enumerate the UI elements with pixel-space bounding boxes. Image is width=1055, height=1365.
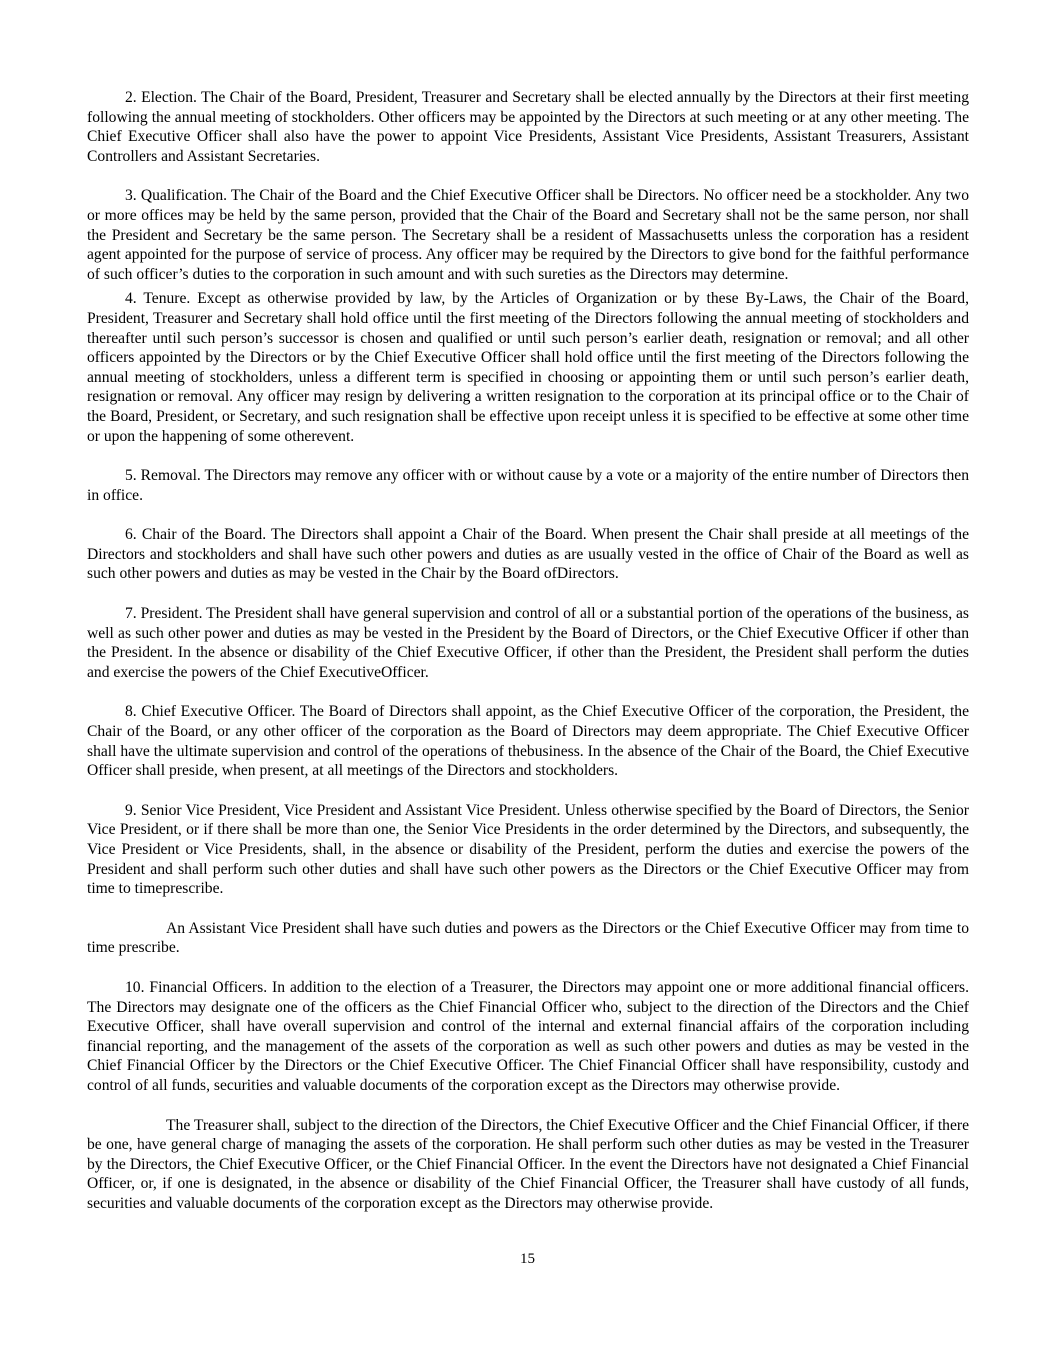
paragraph-removal: 5. Removal. The Directors may remove any officer with or without cause by a vote or a majority of the entire number of Directors then in office. [87, 467, 969, 504]
paragraph-chair-of-board: 6. Chair of the Board. The Directors shall appoint a Chair of the Board. When present the Chair shall preside at all meetings of the Directors and stockholders and shall have such other powers and duties as are usually vested in the office of Chair of the Board as well as such other powers and duties as may be vested in the Chair by the Board ofDirectors. [87, 526, 969, 583]
paragraph-president: 7. President. The President shall have general supervision and control of all or a substantial portion of the operations of the business, as well as such other power and duties as may be vested in the President by the Board of Directors, or the Chief Executive Officer if other than the President. In the absence or disability of the Chief Executive Officer, if other than the President, the President shall perform the duties and exercise the powers of the Chief ExecutiveOfficer. [87, 605, 969, 681]
paragraph-chief-executive-officer: 8. Chief Executive Officer. The Board of Directors shall appoint, as the Chief Executive Officer of the corporation, the President, the Chair of the Board, or any other officer of the corporation as the Board of Directors may deem appropriate. The Chief Executive Officer shall have the ultimate supervision and control of the operations of thebusiness. In the absence of the Chair of the Board, the Chief Executive Officer shall preside, when present, at all meetings of the Directors and stockholders. [87, 703, 969, 780]
paragraph-tenure: 4. Tenure. Except as otherwise provided by law, by the Articles of Organization or by these By-Laws, the Chair of the Board, President, Treasurer and Secretary shall hold office until the first meeting of the Directors following the annual meeting of stockholders and thereafter until such person’s successor is chosen and qualified or until such person’s earlier death, resignation or removal; and all other officers appointed by the Directors or by the Chief Executive Officer shall hold office until the first meeting of the Directors following the annual meeting of stockholders, unless a different term is specified in choosing or appointing them or until such person’s earlier death, resignation or removal. Any officer may resign by delivering a written resignation to the corporation at its principal office or to the Chair of the Board, President, or Secretary, and such resignation shall be effective upon receipt unless it is specified to be effective at some other time or upon the happening of some otherevent. [87, 290, 969, 445]
page-number: 15 [520, 1251, 535, 1267]
paragraph-election: 2. Election. The Chair of the Board, President, Treasurer and Secretary shall be elected annually by the Directors at their first meeting following the annual meeting of stockholders. Other officers may be appointed by the Directors at such meeting or at any other meeting. The Chief Executive Officer shall also have the power to appoint Vice Presidents, Assistant Vice Presidents, Assistant Treasurers, Assistant Controllers and Assistant Secretaries. [87, 89, 969, 165]
paragraph-vice-presidents: 9. Senior Vice President, Vice President and Assistant Vice President. Unless otherwise specified by the Board of Directors, the Senior Vice President, or if there shall be more than one, the Senior Vice Presidents in the order determined by the Directors, and subsequently, the Vice President or Vice Presidents, shall, in the absence or disability of the President, perform the duties and exercise the powers of the President and shall perform such other duties and shall have such other powers as the Directors or the Chief Executive Officer may from time to timeprescribe. [87, 801, 969, 898]
paragraph-qualification: 3. Qualification. The Chair of the Board and the Chief Executive Officer shall be Directors. No officer need be a stockholder. Any two or more offices may be held by the same person, provided that the Chair of the Board and Secretary shall not be the same person, nor shall the President and Secretary be the same person. The Secretary shall be a resident of Massachusetts unless the corporation has a resident agent appointed for the purpose of service of process. Any officer may be required by the Directors to give bond for the faithful performance of such officer’s duties to the corporation in such amount and with such sureties as the Directors may determine. [87, 187, 969, 283]
paragraph-treasurer: The Treasurer shall, subject to the direction of the Directors, the Chief Executive Officer and the Chief Financial Officer, if there be one, have general charge of managing the assets of the corporation. He shall perform such other duties as may be vested in the Treasurer by the Directors, the Chief Executive Officer, or the Chief Financial Officer. In the event the Directors have not designated a Chief Financial Officer, or, if one is designated, in the absence or disability of the Chief Financial Officer, the Treasurer shall have custody of all funds, securities and valuable documents of the corporation except as the Directors may otherwise provide. [87, 1116, 969, 1212]
paragraph-financial-officers: 10. Financial Officers. In addition to the election of a Treasurer, the Directors may appoint one or more additional financial officers. The Directors may designate one of the officers as the Chief Financial Officer who, subject to the direction of the Directors and the Chief Executive Officer, shall have overall supervision and control of the internal and external financial affairs of the corporation including financial reporting, and the management of the assets of the corporation as well as such other powers and duties as may be vested in the Chief Financial Officer by the Directors or the Chief Executive Officer. The Chief Financial Officer shall have responsibility, custody and control of all funds, securities and valuable documents of the corporation except as the Directors may otherwise provide. [87, 978, 969, 1094]
document-page [87, 88, 969, 1214]
paragraph-assistant-vice-president: An Assistant Vice President shall have such duties and powers as the Directors or the Chief Executive Officer may from time to time prescribe. [87, 919, 969, 957]
